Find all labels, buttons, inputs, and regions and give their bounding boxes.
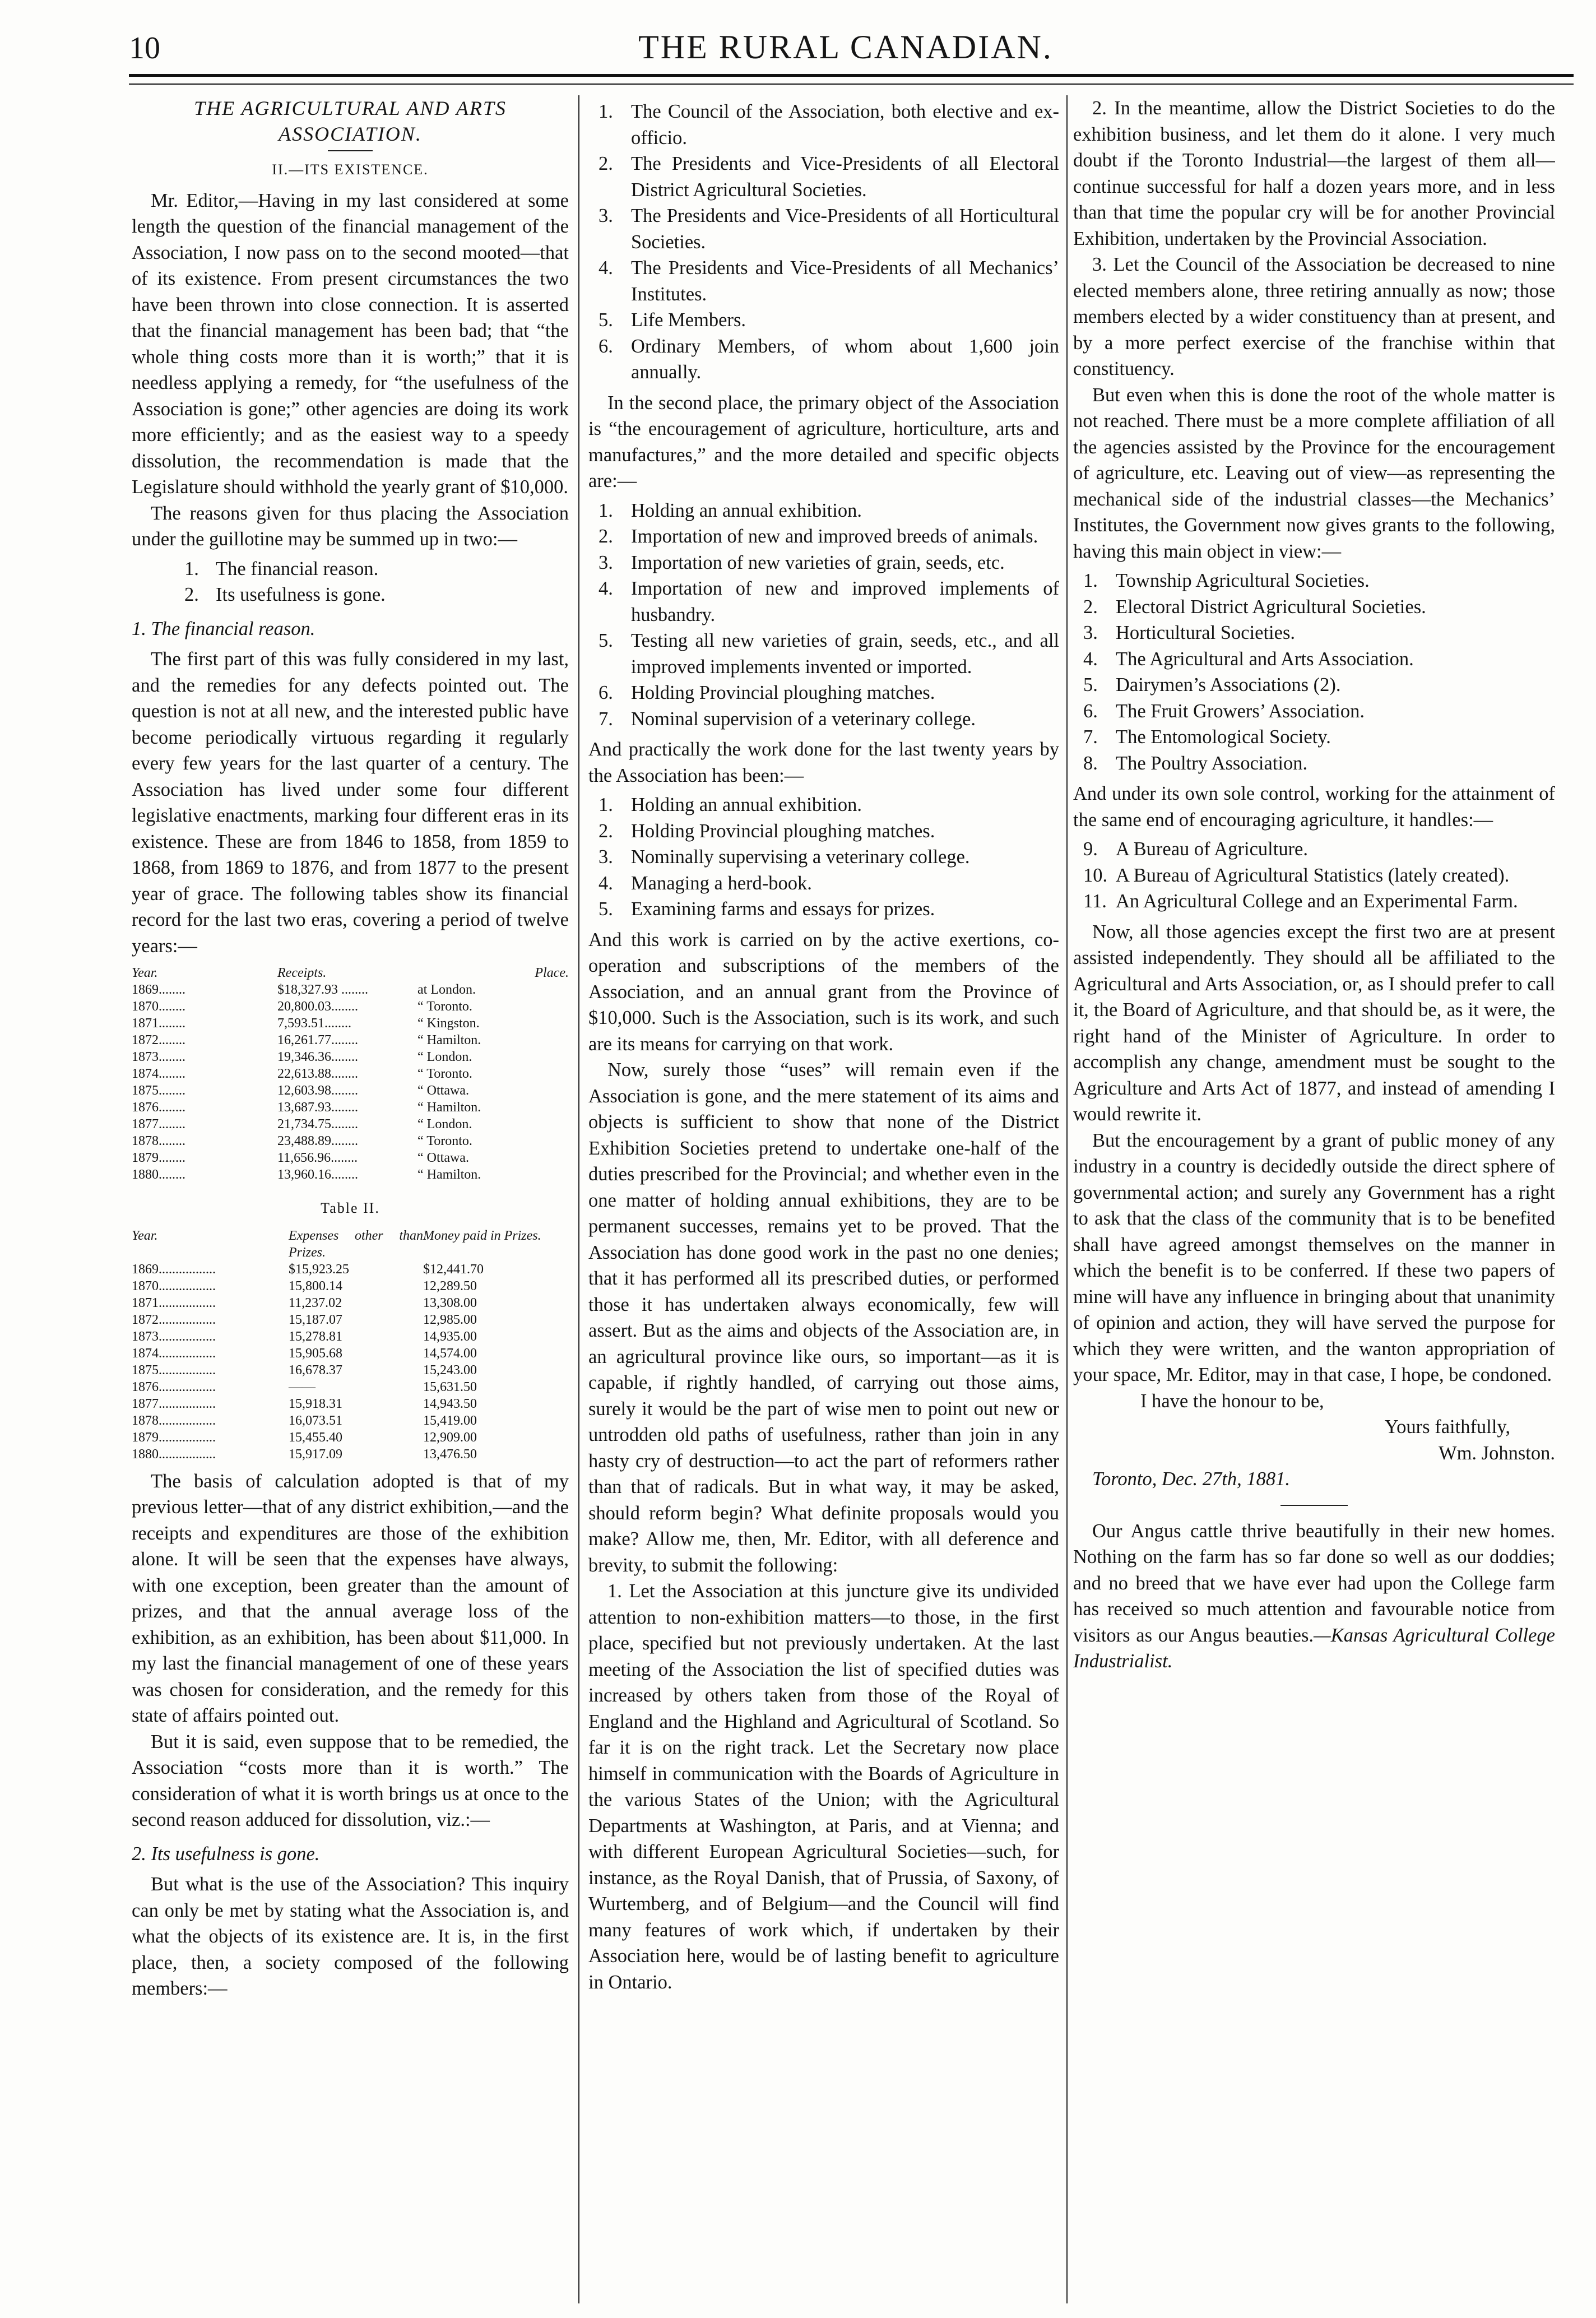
list-item: 3. Nominally supervising a veterinary college. [598, 846, 970, 868]
table-cell: 14,574.00 [423, 1346, 477, 1361]
reasons-intro: The reasons given for thus placing the Association under the guillotine may be summed up in two:— [132, 502, 569, 550]
table-cell: 19,346.36........ [277, 1050, 358, 1064]
basis-paragraph: The basis of calculation adopted is that of my previous letter—that of any district exhibition,—and the receipts and expenditures are those of the exhibition alone. It will be seen that the expenses have always, with one exception, been greater than the amount of prizes, and that the annual average loss of the exhibition, as an exhibition, has been about $11,000. In my last the financial management of one of these years was chosen for consideration, and the remedy for this state of affairs pointed out. [132, 1470, 569, 1726]
table-cell: 1879................. [132, 1430, 216, 1445]
table-row [132, 1345, 569, 1362]
control-intro: And under its own sole control, working for the attainment of the same end of encouraging agriculture, it handles:— [1073, 783, 1555, 831]
table-cell: $15,923.25 [289, 1262, 349, 1277]
table-row [132, 1429, 569, 1446]
list-item: 9. A Bureau of Agriculture. [1083, 838, 1308, 860]
list-item: 3. Importation of new varieties of grain, seeds, etc. [598, 551, 1005, 573]
table-cell: 15,800.14 [289, 1278, 342, 1294]
section-heading: II.—ITS EXISTENCE. [272, 161, 429, 178]
table-cell: 21,734.75........ [277, 1117, 358, 1132]
list-item: 8. The Poultry Association. [1083, 752, 1308, 774]
list-item: 2. Its usefulness is gone. [184, 584, 386, 605]
table-cell: 1870........ [132, 999, 185, 1014]
table-cell: “ Ottawa. [417, 1151, 469, 1165]
practical-intro: And practically the work done for the last twenty years by the Association has been:— [588, 739, 1059, 786]
list-item: 2. Holding Provincial ploughing matches. [598, 820, 935, 842]
title-rule [328, 150, 373, 151]
table-cell: 12,603.98........ [277, 1083, 358, 1098]
table-row [132, 1311, 569, 1328]
table-cell: 1878................. [132, 1413, 216, 1428]
use-paragraph: But what is the use of the Association? This inquiry can only be met by stating what the Association is, and what the objects of its existence are. It is, in the first place, then, a society composed of the following members:— [132, 1874, 569, 1999]
table-cell: at London. [417, 982, 476, 997]
table-row [132, 1065, 569, 1082]
table-row [132, 1396, 569, 1412]
list-item: 1. The Council of the Association, both elective and ex-officio. [598, 101, 1059, 149]
table-header: Year. Receipts. Place. [132, 966, 569, 980]
list-item: 1. Holding an annual exhibition. [598, 499, 862, 521]
table-cell: 1875................. [132, 1362, 216, 1378]
receipts-table [132, 965, 569, 1183]
table-cell: 23,488.89........ [277, 1134, 358, 1148]
affiliate-paragraph: Now, all those agencies except the first two are at present assisted independently. They should all be affiliated to the Agricultural and Arts Association, or, as I should prefer to call it, the Board of Agriculture, and that should be, as it were, the right hand of the Minister of Agriculture. In order to accomplish any change, amendment must be sought to the Agriculture and Arts Act of 1877, and instead of amending I would rewrite it. [1073, 921, 1555, 1125]
table-cell: 1879........ [132, 1151, 185, 1165]
table-cell: 12,289.50 [423, 1278, 477, 1294]
table-row [132, 1295, 569, 1311]
page-number: 10 [129, 31, 160, 66]
table-cell: 15,631.50 [423, 1379, 477, 1394]
list-item: 7. The Entomological Society. [1083, 726, 1331, 748]
table-cell: 1880........ [132, 1167, 185, 1182]
reasons-list [132, 556, 569, 608]
masthead-rule [129, 74, 1574, 85]
separator-rule [1280, 1505, 1348, 1506]
table-row [132, 1082, 569, 1099]
paper-title: THE RURAL CANADIAN. [638, 29, 1053, 66]
list-item: 3. The Presidents and Vice-Presidents of all Horticultural Societies. [598, 205, 1059, 253]
objects-list [588, 498, 1059, 733]
root-paragraph: But even when this is done the root of the whole matter is not reached. There must be a more complete affiliation of all the agencies assisted by the Province for the encouragement of agriculture, etc. Leaving out of view—as representing the mechanical side of the industrial classes—the Mechanics’ Institutes, the Government now gives grants to the following, having this main object in view:— [1073, 384, 1555, 562]
table-row [132, 1099, 569, 1116]
table-cell: 1874................. [132, 1346, 216, 1361]
table-cell: 15,419.00 [423, 1413, 477, 1428]
table-cell: 14,935.00 [423, 1329, 477, 1344]
column-3 [1073, 95, 1555, 2292]
objects-intro: In the second place, the primary object of the Association is “the encouragement of agriculture, horticulture, arts and manufactures,” and the more detailed and specific objects are:— [588, 392, 1059, 492]
table-cell: 15,917.09 [289, 1447, 342, 1462]
list-item: 4. Managing a herd-book. [598, 872, 812, 894]
list-item: 2. Importation of new and improved breeds of animals. [598, 526, 1038, 547]
table-row [132, 1133, 569, 1149]
table-cell: “ Toronto. [417, 999, 472, 1014]
table-row [132, 1379, 569, 1396]
table-cell: 1877........ [132, 1117, 185, 1132]
list-item: 3. Horticultural Societies. [1083, 622, 1296, 643]
table-cell: $18,327.93 ........ [277, 982, 368, 997]
list-item: 1. Township Agricultural Societies. [1083, 570, 1370, 591]
table-body [132, 1261, 569, 1463]
table-cell: “ Ottawa. [417, 1083, 469, 1098]
table-cell: 1869................. [132, 1262, 216, 1277]
table-cell: “ Kingston. [417, 1016, 480, 1031]
table-row [132, 1362, 569, 1379]
list-item: 1. Holding an annual exhibition. [598, 794, 862, 815]
list-item: 4. The Agricultural and Arts Association. [1083, 648, 1414, 670]
list-item: 2. Electoral District Agricultural Societies. [1083, 596, 1426, 618]
table-cell: 15,278.81 [289, 1329, 342, 1344]
table-cell: 1869........ [132, 982, 185, 997]
list-item: 7. Nominal supervision of a veterinary college. [598, 708, 976, 730]
table-row [132, 1166, 569, 1183]
list-item: 11. An Agricultural College and an Experimental Farm. [1083, 891, 1518, 912]
table-cell: $12,441.70 [423, 1262, 484, 1277]
snippet-source: —Kansas Agricultural College Industrialist. [1073, 1624, 1555, 1672]
table-cell: 22,613.88........ [277, 1067, 358, 1081]
list-item: 4. Importation of new and improved implements of husbandry. [598, 578, 1059, 625]
table-cell: 1877................. [132, 1396, 216, 1411]
list-item: 10. A Bureau of Agricultural Statistics (lately created). [1083, 864, 1510, 886]
list-item: 5. Dairymen’s Associations (2). [1083, 674, 1341, 696]
list-item: 5. Testing all new varieties of grain, seeds, etc., and all improved implements invented or imported. [598, 630, 1059, 678]
table-cell: 1878........ [132, 1134, 185, 1148]
table-cell: 20,800.03........ [277, 999, 358, 1014]
table-row [132, 1032, 569, 1049]
closing-line: I have the honour to be, [1140, 1390, 1324, 1412]
table-cell: 13,476.50 [423, 1447, 477, 1462]
snippet-text: Our Angus cattle thrive beautifully in their new homes. Nothing on the farm has so far done so well as our doddies; and no breed that we have ever had upon the College farm has received so much attention and favourable notice from visitors as our Angus beauties. [1073, 1520, 1555, 1646]
dateline: Toronto, Dec. 27th, 1881. [1092, 1468, 1291, 1490]
table-cell: “ Toronto. [417, 1134, 472, 1148]
table-cell: 11,656.96........ [277, 1151, 358, 1165]
masthead [129, 22, 1562, 73]
table-cell: “ Hamilton. [417, 1100, 481, 1115]
table-row [132, 1149, 569, 1166]
column-divider [578, 95, 579, 2303]
table-cell: —— [289, 1379, 316, 1394]
table-cell: 15,918.31 [289, 1396, 342, 1411]
table-row [132, 1446, 569, 1463]
intro-paragraph: Mr. Editor,—Having in my last considered at some length the question of the financial management of the Association, I now pass on to the second mooted—that of its existence. From present circumstances the two have been thrown into close connection. It is asserted that the financial management has been bad; that “the whole thing costs more than it is worth;” that it is needless applying a remedy, for “the usefulness of the Association is gone;” other agencies are doing its work more efficiently; and as the easiest way to a speedy dissolution, the recommendation is made that the Legislature should withhold the yearly grant of $10,000. [132, 189, 569, 498]
expenses-table [132, 1227, 569, 1463]
subheading-financial: 1. The financial reason. [132, 618, 316, 639]
table-cell: 1876........ [132, 1100, 185, 1115]
list-item: 5. Life Members. [598, 309, 746, 331]
table-cell: 13,687.93........ [277, 1100, 358, 1115]
table-cell: 1875........ [132, 1083, 185, 1098]
column-2 [588, 95, 1059, 2292]
proposal-1: 1. Let the Association at this juncture give its undivided attention to non-exhibition matters—to those, in the first place, specified but not previously undertaken. At the last meeting of the Association the list of specified duties was increased by others taken from those of the Royal of England and the Highland and Agricultural of Scotland. So far it is on the right track. Let the Secretary now place himself in communication with the Boards of Agriculture in the various States of the Union; with the Agricultural Departments at Washington, at Paris, and at Vienna; and with different European Agricultural Societies—such, for instance, as the Royal Danish, that of Prussia, of Saxony, of Wurtemberg, and of Belgium—and the Council will find many features of work which, if undertaken by their Association here, would be of lasting benefit to agriculture in Ontario. [588, 1580, 1059, 1993]
table-row [132, 1049, 569, 1065]
snippet-paragraph [1073, 1518, 1555, 1675]
list-item: 5. Examining farms and essays for prizes. [598, 898, 935, 920]
table-cell: 16,073.51 [289, 1413, 342, 1428]
table-row [132, 998, 569, 1015]
column-1 [132, 95, 569, 2292]
table-cell: 15,905.68 [289, 1346, 342, 1361]
table-cell: 1873........ [132, 1050, 185, 1064]
table-cell: 13,308.00 [423, 1295, 477, 1310]
proposal-3: 3. Let the Council of the Association be decreased to nine elected members alone, three retiring annually as now; those members elected by a wider constituency than at present, and by a more perfect exercise of the franchise within that constituency. [1073, 254, 1555, 379]
table-cell: 11,237.02 [289, 1295, 342, 1310]
table2-caption: Table II. [321, 1200, 380, 1216]
list-item: 6. Holding Provincial ploughing matches. [598, 682, 935, 703]
table-cell: 16,678.37 [289, 1362, 342, 1378]
table-row [132, 1328, 569, 1345]
practical-list [588, 792, 1059, 922]
list-item: 2. The Presidents and Vice-Presidents of all Electoral District Agricultural Societies. [598, 153, 1059, 201]
table-cell: 1871................. [132, 1295, 216, 1310]
table-cell: 15,455.40 [289, 1430, 342, 1445]
table-cell: 1870................. [132, 1278, 216, 1294]
table-cell: 13,960.16........ [277, 1167, 358, 1182]
table-cell: 15,187.07 [289, 1312, 342, 1327]
table-cell: 1880................. [132, 1447, 216, 1462]
table-cell: 1876................. [132, 1379, 216, 1394]
table-cell: 15,243.00 [423, 1362, 477, 1378]
table-cell: 1871........ [132, 1016, 185, 1031]
column-divider [1066, 95, 1068, 2303]
uses-paragraph: Now, surely those “uses” will remain even if the Association is gone, and the mere statement of its aims and objects is sufficient to show that none of the District Exhibition Societies pretend to undertake one-half of the duties prescribed for the Provincial; and whether even in the one matter of holding annual exhibitions, they are to be permanent successes, remains yet to be proved. That the Association has done good work in the past no one denies; that it has performed all its prescribed duties, or performed those it has undertaken always economically, few will assert. But as the aims and objects of the Association are, in an agricultural province like ours, so important—as it is capable, if rightly handled, of carrying out those aims, surely it would be the part of wise men to point out new or untrodden old paths of usefulness, rather than join in any hasty cry of destruction—to act the part of reformers rather than that of radicals. But in what way, it may be asked, should reform begin? What definite proposals would you make? Allow me, then, Mr. Editor, with all deference and brevity, to submit the following: [588, 1059, 1059, 1576]
table-cell: 14,943.50 [423, 1396, 477, 1411]
article-title: THE AGRICULTURAL AND ARTS ASSOCIATION. [194, 97, 507, 145]
closing-faithfully: Yours faithfully, [1384, 1416, 1510, 1438]
list-item: 6. The Fruit Growers’ Association. [1083, 700, 1365, 722]
table-body [132, 981, 569, 1183]
table-cell: 12,985.00 [423, 1312, 477, 1327]
table-row [132, 1015, 569, 1032]
public-paragraph: But the encouragement by a grant of public money of any industry in a country is decidedly outside the direct sphere of governmental action; and surely any Government has a right to ask that the class of the community that is to be benefited shall have agreed amongst themselves on the manner in which the benefit is to be conferred. If these two papers of mine will have any influence in bringing about that unanimity of opinion and action, they will have served the purpose for which they were written, and the wanton appropriation of your space, Mr. Editor, may in that case, I hope, be condoned. [1073, 1129, 1555, 1385]
list-item: 4. The Presidents and Vice-Presidents of all Mechanics’ Institutes. [598, 257, 1059, 305]
table-cell: 7,593.51........ [277, 1016, 351, 1031]
table-row [132, 1412, 569, 1429]
proposal-2: 2. In the meantime, allow the District Societies to do the exhibition business, and let them do it alone. I very much doubt if the Toronto Industrial—the largest of them all—continue successful for half a dozen years more, and in less than that time the popular cry will be for another Provincial Exhibition, undertaken by the Provincial Association. [1073, 98, 1555, 249]
table-cell: “ Hamilton. [417, 1033, 481, 1047]
financial-paragraph: The first part of this was fully considered in my last, and the remedies for any defects pointed out. The question is not at all new, and the interested public have become periodically virtuous regarding it regularly every few years for the last quarter of a century. The Association has lived under some four different legislative enactments, marking four different eras in its existence. These are from 1846 to 1858, from 1859 to 1868, from 1869 to 1876, and from 1877 to the present year of grace. The following tables show its financial record for the last two eras, covering a period of twelve years:— [132, 648, 569, 957]
carried-paragraph: And this work is carried on by the active exertions, co-operation and subscriptions of the members of the Association, and an annual grant from the Province of $10,000. Such is the Association, such is its work, and such are its means for carrying on that work. [588, 929, 1059, 1055]
table-cell: 1872........ [132, 1033, 185, 1047]
remedied-paragraph: But it is said, even suppose that to be remedied, the Association “costs more than it is worth.” The consideration of what it is worth brings us at once to the second reason adduced for dissolution, viz.:— [132, 1731, 569, 1830]
table-cell: 1873................. [132, 1329, 216, 1344]
table-cell: “ London. [417, 1050, 472, 1064]
table-row [132, 981, 569, 998]
control-list [1073, 836, 1555, 915]
table-row [132, 1116, 569, 1133]
table-cell: “ Hamilton. [417, 1167, 481, 1182]
signature: Wm. Johnston. [1439, 1442, 1555, 1464]
list-item: 1. The financial reason. [184, 558, 379, 580]
subheading-usefulness: 2. Its usefulness is gone. [132, 1843, 320, 1865]
table-cell: 16,261.77........ [277, 1033, 358, 1047]
table-cell: 1872................. [132, 1312, 216, 1327]
agencies-list [1073, 568, 1555, 776]
table-cell: “ Toronto. [417, 1067, 472, 1081]
list-item: 6. Ordinary Members, of whom about 1,600 join annually. [598, 335, 1059, 383]
table-row [132, 1278, 569, 1295]
table-cell: “ London. [417, 1117, 472, 1132]
members-list [588, 99, 1059, 386]
table-cell: 12,909.00 [423, 1430, 477, 1445]
table-row [132, 1261, 569, 1278]
table-header: Year. Expenses other than Prizes. Money paid in Prizes. [132, 1228, 541, 1260]
table-cell: 1874........ [132, 1067, 185, 1081]
